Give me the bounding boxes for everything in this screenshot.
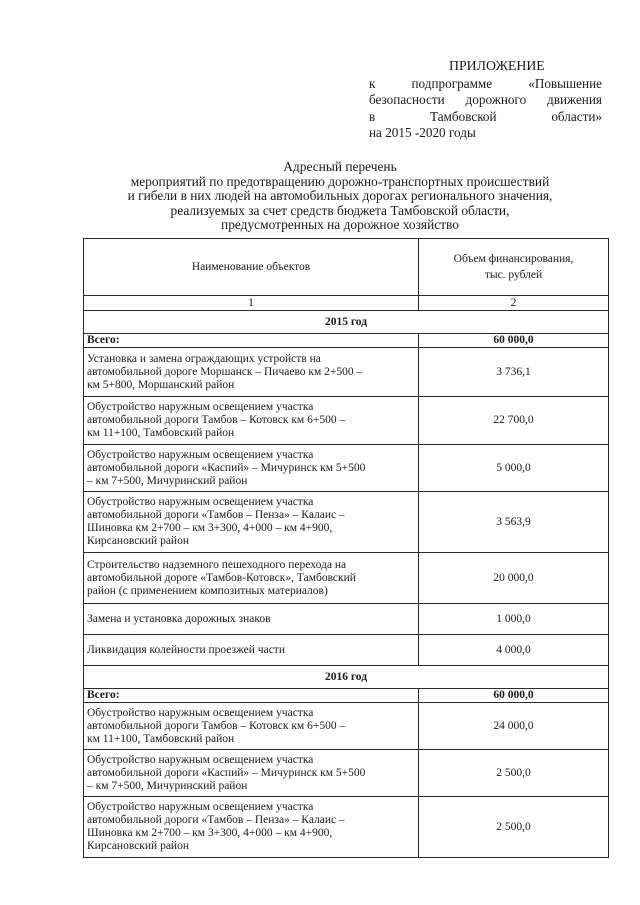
object-name <box>84 750 419 797</box>
year-label: 2015 год <box>84 311 609 334</box>
financing-value: 22 700,0 <box>419 397 609 445</box>
object-name-line: Строительство надземного пешеходного перехода на <box>87 558 347 571</box>
object-name-line: автомобильной дороге Моршанск – Пичаево км 2+500 – <box>87 365 363 378</box>
appendix-line: к подпрограмме «Повышение <box>369 75 602 91</box>
table-row <box>84 797 609 858</box>
financing-value: 2 500,0 <box>419 797 609 858</box>
table-row <box>84 492 609 553</box>
object-name-line: Кирсановский район <box>87 535 189 547</box>
financing-value: 3 736,1 <box>419 348 609 397</box>
total-value: 60 000,0 <box>419 334 609 348</box>
object-name-line: Обустройство наружным освещением участка <box>87 801 314 813</box>
column-number: 2 <box>419 296 609 311</box>
appendix-block <box>369 58 602 142</box>
year-label: 2016 год <box>84 666 609 689</box>
financing-value: 3 563,9 <box>419 492 609 553</box>
total-value: 60 000,0 <box>419 689 609 703</box>
object-name-line: Обустройство наружным освещением участка <box>87 401 314 413</box>
column-header-name: Наименование объектов <box>84 239 419 296</box>
object-name-line: – км 7+500, Мичуринский район <box>87 474 248 487</box>
measures-table <box>83 238 609 858</box>
object-name <box>84 348 419 397</box>
object-name-line: км 5+800, Моршанский район <box>87 378 235 391</box>
financing-value: 4 000,0 <box>419 635 609 666</box>
object-name <box>84 703 419 750</box>
table-header-row <box>84 239 609 296</box>
appendix-heading: ПРИЛОЖЕНИЕ <box>449 58 545 73</box>
total-label: Всего: <box>84 689 419 703</box>
object-name-line: автомобильной дороги «Каспий» – Мичуринск км 5+500 <box>87 461 366 474</box>
appendix-line: на 2015 -2020 годы <box>369 125 476 140</box>
object-name <box>84 492 419 553</box>
title-line: Адресный перечень <box>283 159 397 174</box>
column-number: 1 <box>84 296 419 311</box>
year-row <box>84 311 609 334</box>
column-number-row <box>84 296 609 311</box>
object-name <box>84 635 419 666</box>
object-name-line: Ликвидация колейности проезжей части <box>87 643 285 656</box>
table-row <box>84 553 609 604</box>
column-header-financing-line: тыс. рублей <box>484 269 543 281</box>
object-name-line: км 11+100, Тамбовский район <box>87 732 235 745</box>
object-name-line: Обустройство наружным освещением участка <box>87 448 314 461</box>
object-name-line: – км 7+500, Мичуринский район <box>87 779 248 792</box>
total-label: Всего: <box>84 334 419 348</box>
object-name <box>84 445 419 492</box>
object-name-line: Обустройство наружным освещением участка <box>87 706 314 719</box>
object-name-line: автомобильной дороги «Каспий» – Мичуринск км 5+500 <box>87 766 366 779</box>
table-row <box>84 397 609 445</box>
object-name-line: Обустройство наружным освещением участка <box>87 753 314 766</box>
table-row <box>84 750 609 797</box>
financing-value: 20 000,0 <box>419 553 609 604</box>
total-row <box>84 689 609 703</box>
object-name <box>84 797 419 858</box>
object-name-line: Кирсановский район <box>87 840 189 852</box>
title-line: мероприятий по предотвращению дорожно-транспортных происшествий <box>130 173 550 189</box>
financing-value: 2 500,0 <box>419 750 609 797</box>
object-name-line: Установка и замена ограждающих устройств на <box>87 352 321 365</box>
table-row <box>84 604 609 635</box>
object-name-line: автомобильной дороги «Тамбов – Пенза» – Калаис – <box>87 509 345 521</box>
table-row <box>84 703 609 750</box>
object-name-line: автомобильной дороги Тамбов – Котовск км 6+500 – <box>87 719 346 732</box>
object-name-line: км 11+100, Тамбовский район <box>87 427 235 439</box>
title-line: предусмотренных на дорожное хозяйство <box>221 217 459 233</box>
column-header-financing-line: Объем финансирования, <box>453 253 574 265</box>
appendix-line: в Тамбовской области» <box>369 108 602 124</box>
object-name-line: Обустройство наружным освещением участка <box>87 496 314 508</box>
appendix-line: безопасности дорожного движения <box>369 92 602 107</box>
object-name-line: автомобильной дороге «Тамбов-Котовск», Тамбовский <box>87 571 356 584</box>
object-name <box>84 397 419 445</box>
table-row <box>84 348 609 397</box>
financing-value: 24 000,0 <box>419 703 609 750</box>
title-line: и гибели в них людей на автомобильных дорогах регионального значения, <box>127 188 553 204</box>
table-row <box>84 445 609 492</box>
object-name-line: Замена и установка дорожных знаков <box>87 612 271 625</box>
financing-value: 1 000,0 <box>419 604 609 635</box>
object-name-line: автомобильной дороги Тамбов – Котовск км 6+500 – <box>87 414 346 426</box>
title-line: реализуемых за счет средств бюджета Тамбовской области, <box>170 202 510 218</box>
object-name-line: Шиновка км 2+700 – км 3+300, 4+000 – км 4+900, <box>87 522 333 534</box>
financing-value: 5 000,0 <box>419 445 609 492</box>
table-row <box>84 635 609 666</box>
year-row <box>84 666 609 689</box>
object-name <box>84 553 419 604</box>
total-row <box>84 334 609 348</box>
column-header-financing <box>419 239 609 296</box>
object-name-line: Шиновка км 2+700 – км 3+300, 4+000 – км 4+900, <box>87 827 333 839</box>
document-title <box>60 160 620 233</box>
object-name <box>84 604 419 635</box>
object-name-line: район (с применением композитных материалов) <box>87 584 328 597</box>
object-name-line: автомобильной дороги «Тамбов – Пенза» – Калаис – <box>87 814 345 826</box>
